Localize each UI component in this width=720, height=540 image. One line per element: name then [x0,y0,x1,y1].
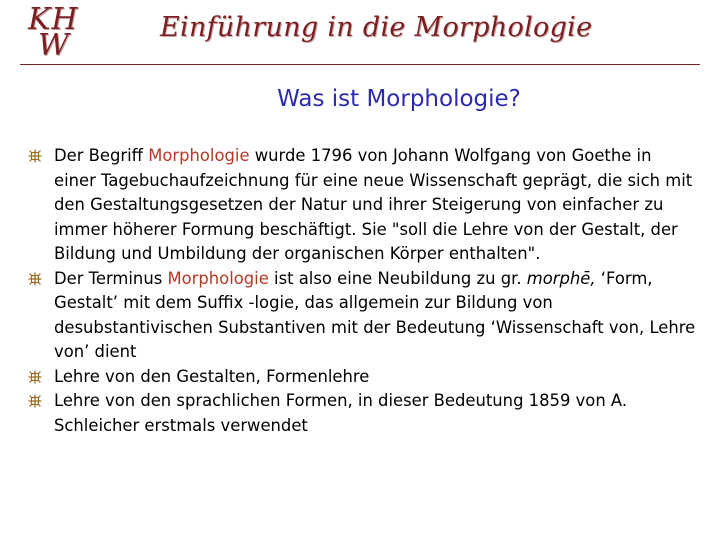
header-title: Einführung in die Morphologie [160,12,593,43]
greek-term: morphē, [526,268,596,288]
slide-title: Was ist Morphologie? [277,86,521,112]
term-morphologie: Morphologie [148,146,250,165]
list-item [26,267,696,365]
logo-line1: KH [28,2,79,37]
bullet-text: Lehre von den sprachlichen Formen, in dieser Bedeutung 1859 von A. Schleicher erstmals verwendet [54,391,628,435]
list-item [26,389,696,438]
term-morphologie: Morphologie [167,268,269,288]
logo-line2: W [38,28,69,63]
ornament-bullet-icon [28,149,42,163]
bullet-text: Lehre von den Gestalten, Formenlehre [54,366,370,386]
bullet-text-post: ‘Form, Gestalt’ mit dem Suffix -logie, das allgemein zur Bildung von desubstantivischen Substantiven mit der Bedeutung ‘Wissenschaft von, Lehre von’ dient [54,268,696,361]
list-item [26,365,696,390]
kh-w-logo [28,2,90,62]
list-item [26,144,696,267]
slide-title-wrap [0,86,720,112]
ornament-bullet-icon [28,272,42,286]
ornament-bullet-icon [28,394,42,408]
bullet-text-mid: ist also eine Neubildung zu gr. [268,268,527,288]
header-divider [20,64,700,65]
bullet-text-pre: Der Terminus [54,268,168,288]
ornament-bullet-icon [28,370,42,384]
bullet-text-post: wurde 1796 von Johann Wolfgang von Goethe in einer Tagebuchaufzeichnung für eine neue Wissenschaft geprägt, die sich mit den Gestaltungsgesetzen der Natur und ihrer Steigerung von einfacher zu immer höherer Formung beschäftigt. Sie "soll die Lehre von der Gestalt, der Bildung und Umbildung der organischen Körper enthalten". [54,146,693,263]
bullet-list [26,144,696,438]
bullet-text-pre: Der Begriff [54,146,149,165]
